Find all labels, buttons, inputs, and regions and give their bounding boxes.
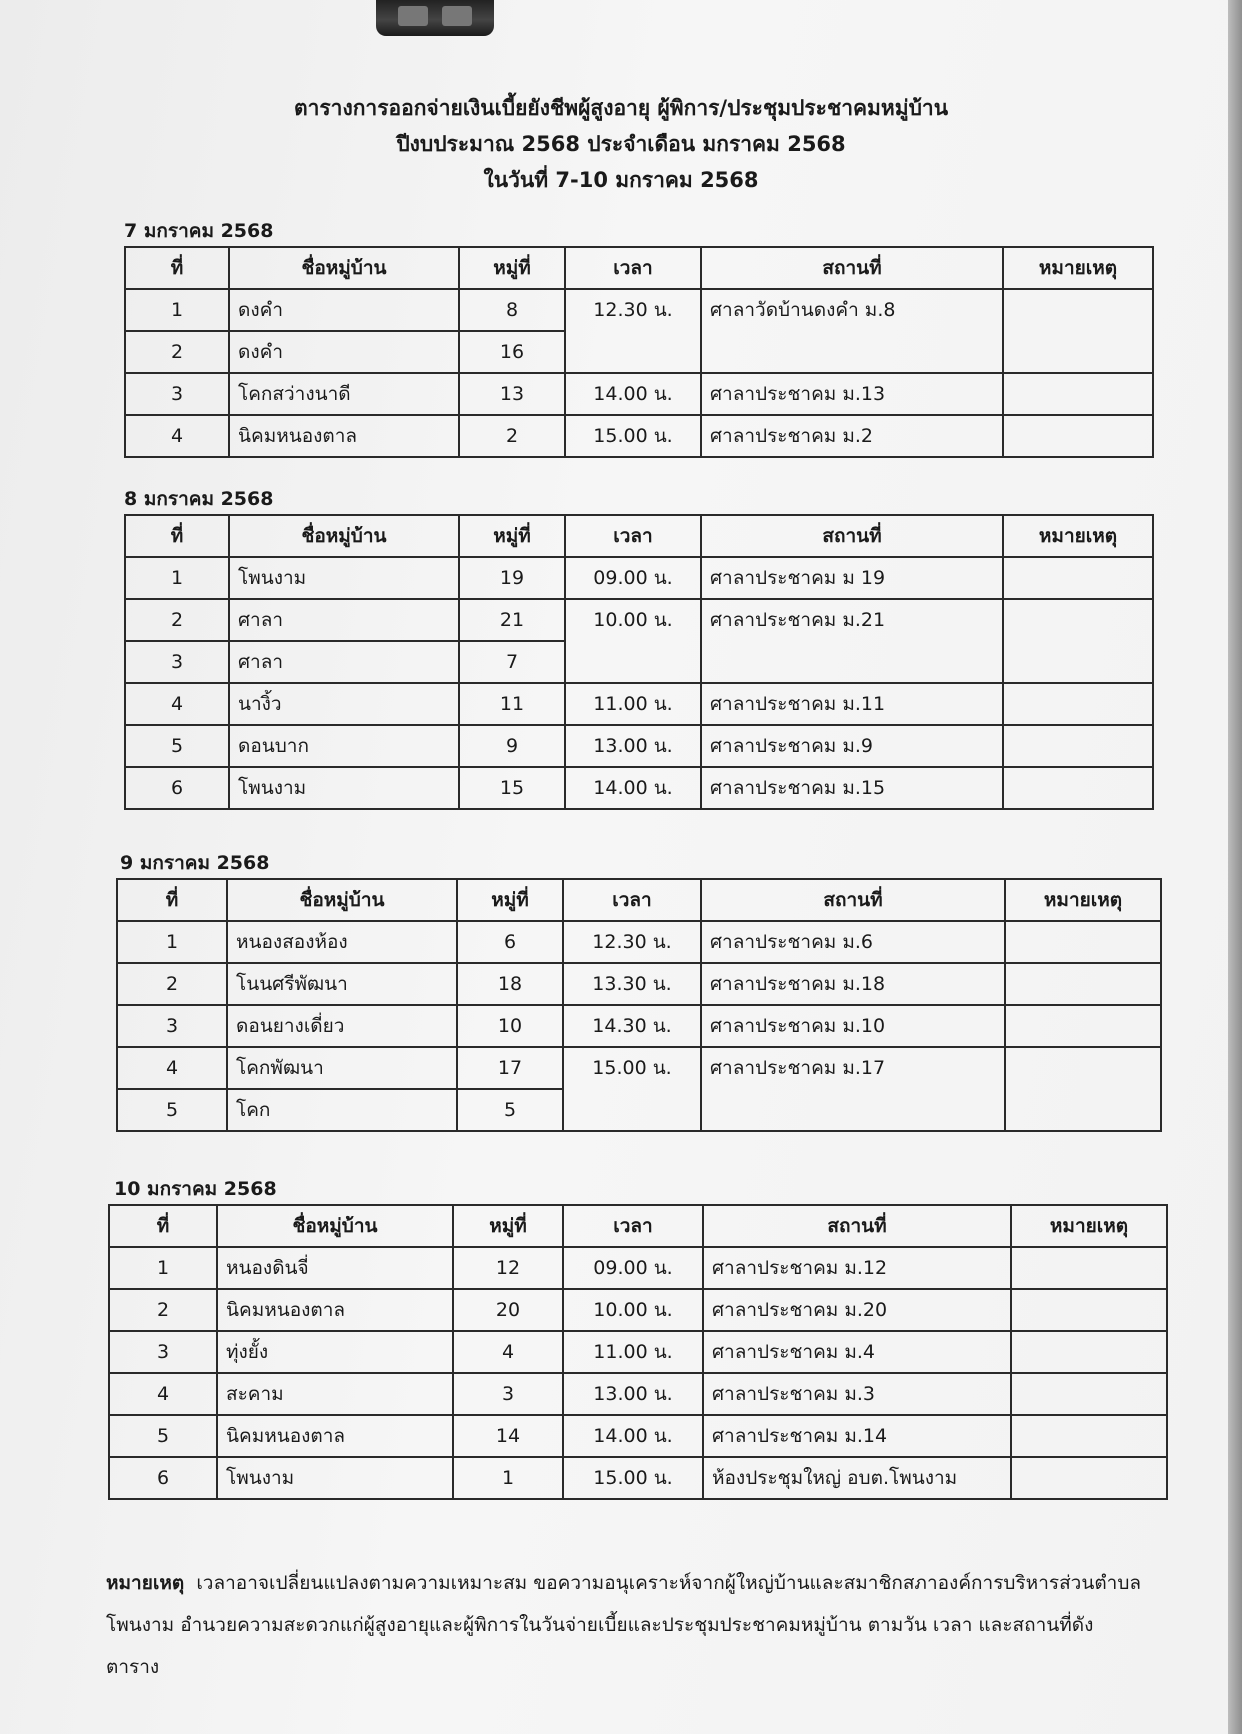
cell-place: ศาลาประชาคม ม.21: [701, 599, 1003, 683]
col-header-place: สถานที่: [701, 515, 1003, 557]
cell-place: ศาลาประชาคม ม.17: [701, 1047, 1005, 1131]
col-header-village: ชื่อหมู่บ้าน: [229, 515, 459, 557]
cell-moo: 9: [459, 725, 565, 767]
cell-place: ศาลาประชาคม ม.3: [703, 1373, 1011, 1415]
binder-clip: [376, 0, 494, 36]
cell-village: นางิ้ว: [229, 683, 459, 725]
cell-time: 09.00 น.: [563, 1247, 703, 1289]
cell-remark: [1003, 415, 1153, 457]
col-header-no: ที่: [117, 879, 227, 921]
cell-village: นิคมหนองตาล: [217, 1289, 453, 1331]
cell-no: 1: [109, 1247, 217, 1289]
remark-label: หมายเหตุ: [106, 1572, 185, 1594]
cell-moo: 12: [453, 1247, 563, 1289]
cell-no: 1: [117, 921, 227, 963]
cell-place: ศาลาประชาคม ม.20: [703, 1289, 1011, 1331]
cell-village: นิคมหนองตาล: [229, 415, 459, 457]
title-line-1: ตารางการออกจ่ายเงินเบี้ยยังชีพผู้สูงอายุ ผู้พิการ/ประชุมประชาคมหมู่บ้าน: [293, 96, 949, 120]
table-row: [125, 373, 1153, 415]
table-row: [117, 1005, 1161, 1047]
table-row: [109, 1415, 1167, 1457]
table-row: [125, 289, 1153, 331]
table-row: [109, 1331, 1167, 1373]
cell-village: ศาลา: [229, 641, 459, 683]
table-row: [125, 599, 1153, 641]
cell-moo: 3: [453, 1373, 563, 1415]
table-header-row: [125, 247, 1153, 289]
col-header-remark: หมายเหตุ: [1003, 515, 1153, 557]
col-header-no: ที่: [125, 247, 229, 289]
remark-note: [106, 1562, 1146, 1688]
cell-remark: [1003, 725, 1153, 767]
col-header-moo: หมู่ที่: [457, 879, 563, 921]
col-header-remark: หมายเหตุ: [1003, 247, 1153, 289]
cell-village: หนองสองห้อง: [227, 921, 457, 963]
cell-place: ห้องประชุมใหญ่ อบต.โพนงาม: [703, 1457, 1011, 1499]
cell-village: โพนงาม: [229, 557, 459, 599]
cell-time: 11.00 น.: [565, 683, 701, 725]
cell-moo: 16: [459, 331, 565, 373]
cell-moo: 18: [457, 963, 563, 1005]
cell-time: 14.00 น.: [565, 373, 701, 415]
cell-place: ศาลาประชาคม ม.13: [701, 373, 1003, 415]
cell-no: 2: [109, 1289, 217, 1331]
cell-moo: 10: [457, 1005, 563, 1047]
cell-time: 14.00 น.: [563, 1415, 703, 1457]
col-header-moo: หมู่ที่: [459, 247, 565, 289]
cell-no: 2: [117, 963, 227, 1005]
cell-remark: [1011, 1373, 1167, 1415]
table-header-row: [125, 515, 1153, 557]
cell-no: 4: [125, 683, 229, 725]
cell-remark: [1003, 557, 1153, 599]
cell-no: 4: [117, 1047, 227, 1089]
remark-text: เวลาอาจเปลี่ยนแปลงตามความเหมาะสม ขอความอนุเคราะห์จากผู้ใหญ่บ้านและสมาชิกสภาองค์การบริหารส่วนตำบลโพนงาม อำนวยความสะดวกแก่ผู้สูงอายุและผู้พิการในวันจ่ายเบี้ยและประชุมประชาคมหมู่บ้าน ตามวัน เวลา และสถานที่ดังตาราง: [106, 1572, 1142, 1678]
cell-no: 4: [125, 415, 229, 457]
day-label: 9 มกราคม 2568: [120, 852, 270, 874]
cell-time: 12.30 น.: [565, 289, 701, 373]
col-header-time: เวลา: [563, 879, 701, 921]
cell-village: สะคาม: [217, 1373, 453, 1415]
cell-time: 15.00 น.: [563, 1047, 701, 1131]
day-label: 7 มกราคม 2568: [124, 220, 274, 242]
cell-no: 2: [125, 331, 229, 373]
table-row: [125, 767, 1153, 809]
cell-time: 10.00 น.: [565, 599, 701, 683]
cell-no: 5: [117, 1089, 227, 1131]
cell-moo: 11: [459, 683, 565, 725]
cell-no: 5: [109, 1415, 217, 1457]
title-line-3: ในวันที่ 7-10 มกราคม 2568: [483, 168, 759, 192]
cell-remark: [1003, 683, 1153, 725]
cell-time: 11.00 น.: [563, 1331, 703, 1373]
col-header-time: เวลา: [565, 515, 701, 557]
col-header-place: สถานที่: [701, 879, 1005, 921]
cell-time: 13.00 น.: [563, 1373, 703, 1415]
cell-village: ดอนบาก: [229, 725, 459, 767]
cell-moo: 8: [459, 289, 565, 331]
cell-place: ศาลาประชาคม ม.2: [701, 415, 1003, 457]
col-header-place: สถานที่: [701, 247, 1003, 289]
cell-village: โพนงาม: [217, 1457, 453, 1499]
cell-time: 13.00 น.: [565, 725, 701, 767]
cell-moo: 21: [459, 599, 565, 641]
col-header-remark: หมายเหตุ: [1005, 879, 1161, 921]
table-row: [109, 1289, 1167, 1331]
cell-place: ศาลาประชาคม ม.9: [701, 725, 1003, 767]
cell-village: หนองดินจี่: [217, 1247, 453, 1289]
cell-time: 13.30 น.: [563, 963, 701, 1005]
col-header-moo: หมู่ที่: [453, 1205, 563, 1247]
cell-village: ดงคำ: [229, 289, 459, 331]
cell-place: ศาลาประชาคม ม.15: [701, 767, 1003, 809]
cell-no: 1: [125, 289, 229, 331]
cell-remark: [1003, 289, 1153, 373]
day-label: 8 มกราคม 2568: [124, 488, 274, 510]
table-row: [117, 963, 1161, 1005]
table-row: [109, 1457, 1167, 1499]
cell-remark: [1011, 1289, 1167, 1331]
cell-remark: [1005, 963, 1161, 1005]
col-header-remark: หมายเหตุ: [1011, 1205, 1167, 1247]
cell-no: 2: [125, 599, 229, 641]
cell-moo: 6: [457, 921, 563, 963]
cell-moo: 15: [459, 767, 565, 809]
cell-village: โคกพัฒนา: [227, 1047, 457, 1089]
col-header-village: ชื่อหมู่บ้าน: [229, 247, 459, 289]
cell-time: 14.30 น.: [563, 1005, 701, 1047]
cell-village: โพนงาม: [229, 767, 459, 809]
cell-moo: 14: [453, 1415, 563, 1457]
cell-no: 6: [125, 767, 229, 809]
col-header-no: ที่: [125, 515, 229, 557]
cell-village: ศาลา: [229, 599, 459, 641]
cell-remark: [1011, 1247, 1167, 1289]
col-header-moo: หมู่ที่: [459, 515, 565, 557]
table-row: [125, 683, 1153, 725]
cell-time: 12.30 น.: [563, 921, 701, 963]
cell-village: โคก: [227, 1089, 457, 1131]
cell-moo: 1: [453, 1457, 563, 1499]
col-header-no: ที่: [109, 1205, 217, 1247]
schedule-table-day3: [116, 878, 1162, 1132]
col-header-time: เวลา: [565, 247, 701, 289]
table-header-row: [117, 879, 1161, 921]
cell-place: ศาลาประชาคม ม.11: [701, 683, 1003, 725]
cell-place: ศาลาประชาคม ม.4: [703, 1331, 1011, 1373]
cell-no: 3: [109, 1331, 217, 1373]
table-header-row: [109, 1205, 1167, 1247]
cell-remark: [1011, 1331, 1167, 1373]
cell-no: 3: [125, 641, 229, 683]
cell-place: ศาลาวัดบ้านดงคำ ม.8: [701, 289, 1003, 373]
day-label: 10 มกราคม 2568: [114, 1178, 277, 1200]
cell-moo: 4: [453, 1331, 563, 1373]
cell-remark: [1005, 1047, 1161, 1131]
col-header-village: ชื่อหมู่บ้าน: [217, 1205, 453, 1247]
cell-remark: [1005, 1005, 1161, 1047]
cell-moo: 5: [457, 1089, 563, 1131]
cell-moo: 2: [459, 415, 565, 457]
table-row: [125, 725, 1153, 767]
cell-place: ศาลาประชาคม ม.12: [703, 1247, 1011, 1289]
cell-place: ศาลาประชาคม ม.10: [701, 1005, 1005, 1047]
cell-no: 3: [125, 373, 229, 415]
cell-moo: 20: [453, 1289, 563, 1331]
cell-no: 6: [109, 1457, 217, 1499]
cell-time: 14.00 น.: [565, 767, 701, 809]
cell-place: ศาลาประชาคม ม.18: [701, 963, 1005, 1005]
page-edge: [1228, 0, 1242, 1734]
table-row: [109, 1247, 1167, 1289]
cell-moo: 19: [459, 557, 565, 599]
schedule-table-day1: [124, 246, 1154, 458]
cell-moo: 13: [459, 373, 565, 415]
cell-village: ดอนยางเดี่ยว: [227, 1005, 457, 1047]
cell-time: 15.00 น.: [563, 1457, 703, 1499]
cell-no: 1: [125, 557, 229, 599]
cell-place: ศาลาประชาคม ม.6: [701, 921, 1005, 963]
cell-remark: [1005, 921, 1161, 963]
cell-remark: [1003, 599, 1153, 683]
col-header-time: เวลา: [563, 1205, 703, 1247]
schedule-table-day2: [124, 514, 1154, 810]
cell-village: นิคมหนองตาล: [217, 1415, 453, 1457]
table-row: [117, 921, 1161, 963]
cell-no: 3: [117, 1005, 227, 1047]
cell-time: 09.00 น.: [565, 557, 701, 599]
cell-remark: [1011, 1457, 1167, 1499]
cell-moo: 17: [457, 1047, 563, 1089]
cell-remark: [1003, 373, 1153, 415]
table-row: [125, 557, 1153, 599]
cell-no: 5: [125, 725, 229, 767]
col-header-village: ชื่อหมู่บ้าน: [227, 879, 457, 921]
cell-remark: [1011, 1415, 1167, 1457]
table-row: [109, 1373, 1167, 1415]
cell-remark: [1003, 767, 1153, 809]
cell-moo: 7: [459, 641, 565, 683]
col-header-place: สถานที่: [703, 1205, 1011, 1247]
cell-village: ทุ่งยั้ง: [217, 1331, 453, 1373]
cell-place: ศาลาประชาคม ม.14: [703, 1415, 1011, 1457]
cell-no: 4: [109, 1373, 217, 1415]
schedule-table-day4: [108, 1204, 1168, 1500]
cell-village: ดงคำ: [229, 331, 459, 373]
table-row: [117, 1047, 1161, 1089]
cell-time: 15.00 น.: [565, 415, 701, 457]
cell-place: ศาลาประชาคม ม 19: [701, 557, 1003, 599]
cell-village: โนนศรีพัฒนา: [227, 963, 457, 1005]
cell-village: โคกสว่างนาดี: [229, 373, 459, 415]
title-line-2: ปีงบประมาณ 2568 ประจำเดือน มกราคม 2568: [396, 132, 846, 156]
cell-time: 10.00 น.: [563, 1289, 703, 1331]
table-row: [125, 415, 1153, 457]
